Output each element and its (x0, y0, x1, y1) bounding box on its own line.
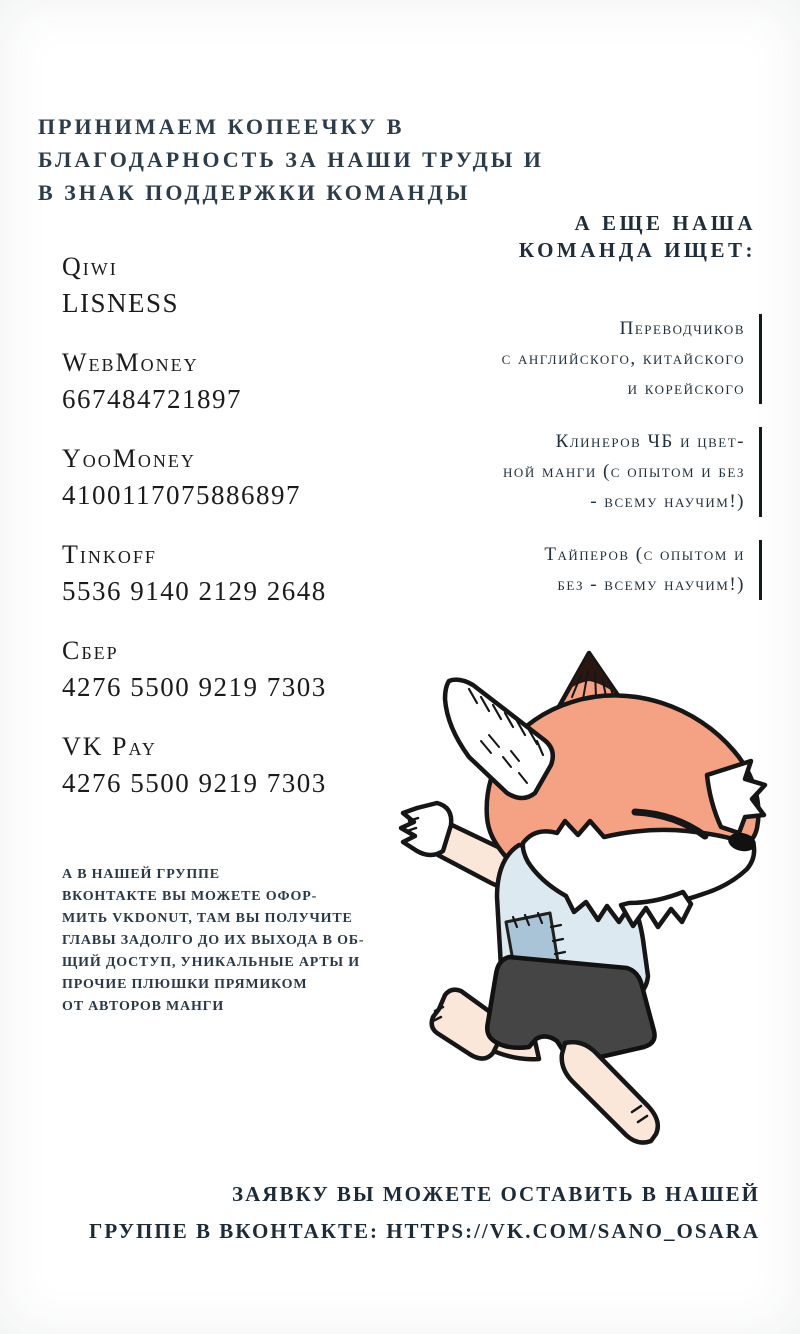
note-line: ПРОЧИЕ ПЛЮШКИ ПРЯМИКОМ (62, 977, 308, 992)
recruitment-line: Клинеров ЧБ и цвет- (555, 431, 745, 452)
note-line: А В НАШЕЙ ГРУППЕ (62, 867, 220, 882)
payment-value: LISNESS (62, 288, 180, 318)
payment-item-sber (62, 634, 327, 706)
note-line: ОТ АВТОРОВ МАНГИ (62, 999, 225, 1014)
footer-line: ГРУППЕ В ВКОНТАКТЕ: HTTPS://VK.COM/SANO_OSARA (88, 1219, 760, 1243)
title-line: ПРИНИМАЕМ КОПЕЕЧКУ В (38, 114, 405, 139)
payment-label: WebMoney (62, 348, 199, 377)
payment-label: VK Pay (62, 732, 157, 761)
recruit-heading (519, 210, 756, 264)
title-line: В ЗНАК ПОДДЕРЖКИ КОМАНДЫ (38, 180, 471, 205)
payment-item-vkpay (62, 730, 327, 802)
recruitment-list (502, 314, 762, 623)
fox-mascot-illustration (385, 645, 795, 1150)
fox-front-leg (562, 1042, 658, 1142)
recruitment-item-cleaners (502, 427, 762, 517)
recruitment-line: ной манги (с опытом и без (503, 461, 745, 482)
title-line: БЛАГОДАРНОСТЬ ЗА НАШИ ТРУДЫ И (38, 147, 544, 172)
recruit-heading-line: КОМАНДА ИЩЕТ: (518, 238, 756, 262)
note-line: МИТЬ VKDONUT, ТАМ ВЫ ПОЛУЧИТЕ (62, 911, 353, 926)
payment-value: 4276 5500 9219 7303 (62, 768, 327, 798)
payment-label: YooMoney (62, 444, 196, 473)
footer-line: ЗАЯВКУ ВЫ МОЖЕТЕ ОСТАВИТЬ В НАШЕЙ (232, 1182, 760, 1206)
recruit-heading-line: А ЕЩЕ НАША (574, 211, 756, 235)
recruitment-line: - всему научим!) (590, 491, 745, 512)
payment-value: 4276 5500 9219 7303 (62, 672, 327, 702)
recruitment-item-translators (502, 314, 762, 404)
vkdonut-note (62, 864, 364, 1018)
payment-item-qiwi (62, 250, 327, 322)
payment-value: 667484721897 (62, 384, 242, 414)
payment-item-yoomoney (62, 442, 327, 514)
payment-label: Сбер (62, 636, 119, 665)
recruitment-line: без - всему научим!) (557, 574, 745, 595)
recruitment-line: Переводчиков (619, 318, 745, 339)
note-line: ЩИЙ ДОСТУП, УНИКАЛЬНЫЕ АРТЫ И (62, 955, 360, 970)
payment-item-webmoney (62, 346, 327, 418)
note-line: ГЛАВЫ ЗАДОЛГО ДО ИХ ВЫХОДА В ОБ- (62, 933, 365, 948)
recruitment-line: и корейского (627, 378, 745, 399)
footer-note (89, 1176, 760, 1250)
fox-left-ear (445, 680, 553, 798)
recruitment-line: с английского, китайского (501, 348, 745, 369)
payment-item-tinkoff (62, 538, 327, 610)
payment-value: 5536 9140 2129 2648 (62, 576, 327, 606)
recruitment-item-typesetters (502, 540, 762, 600)
note-line: ВКОНТАКТЕ ВЫ МОЖЕТЕ ОФОР- (62, 889, 318, 904)
payment-label: Tinkoff (62, 540, 157, 569)
recruitment-line: Тайперов (с опытом и (544, 544, 745, 565)
payment-value: 4100117075886897 (62, 480, 301, 510)
page-title (38, 110, 544, 209)
payment-list (62, 250, 327, 826)
payment-label: Qiwi (62, 252, 118, 281)
